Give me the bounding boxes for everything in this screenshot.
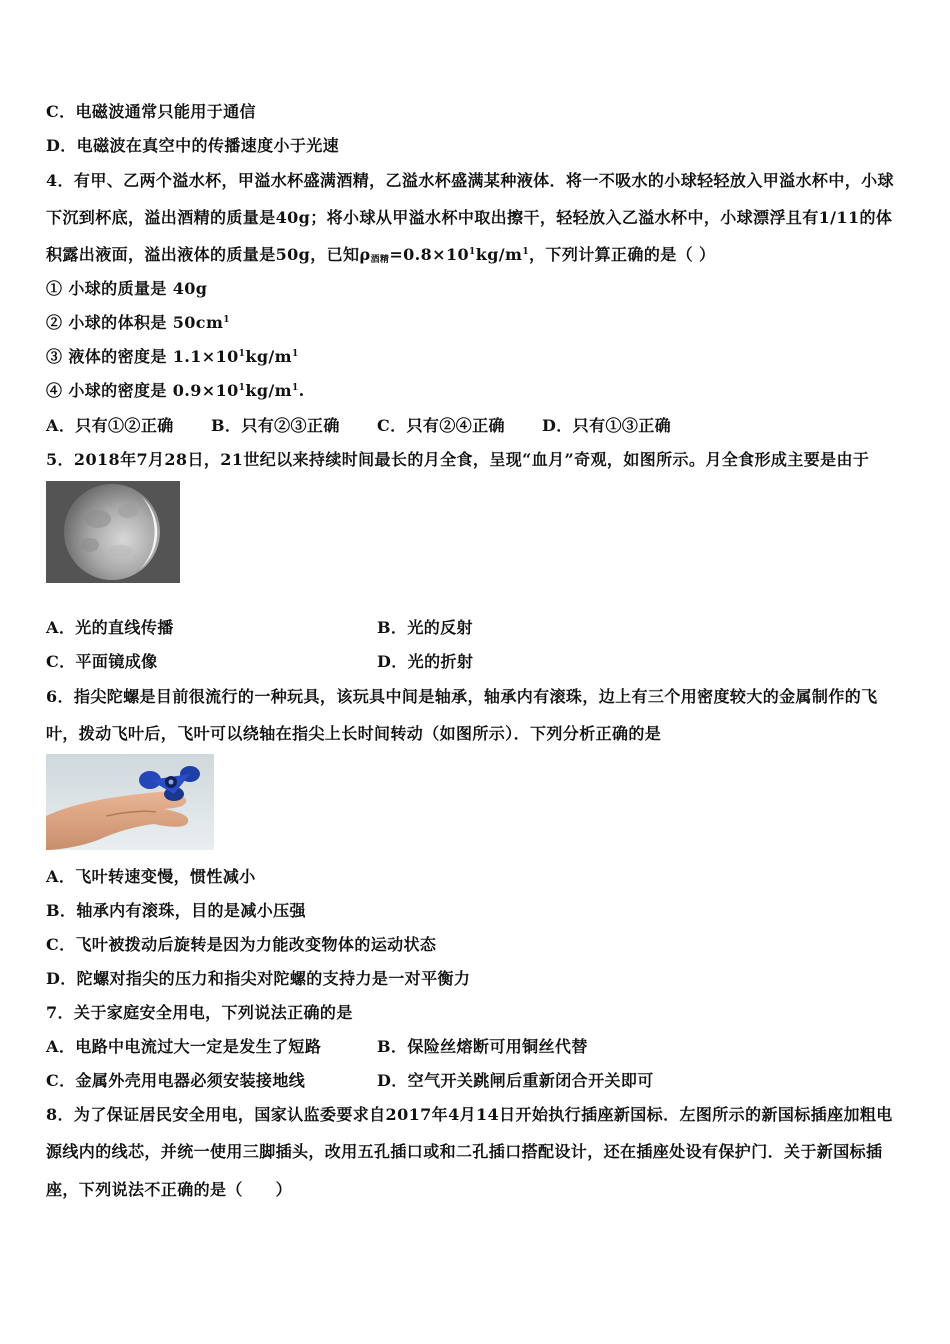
q7-option-a: A．电路中电流过大一定是发生了短路	[46, 1037, 322, 1056]
q5-option-d: D．光的折射	[377, 652, 474, 671]
blood-moon-image	[46, 481, 180, 583]
q4-option-a: A．只有①②正确	[46, 416, 174, 435]
q6-stem-line2: 叶，拨动飞叶后，飞叶可以绕轴在指尖上长时间转动（如图所示）．下列分析正确的是	[46, 724, 662, 743]
q3-option-c: C．电磁波通常只能用于通信	[46, 102, 256, 121]
q7-stem: 7．关于家庭安全用电，下列说法正确的是	[46, 1003, 353, 1022]
q4-statement-3: ③ 液体的密度是 $1.1\times 10^1kg/m^1$	[46, 347, 299, 366]
q4-stem-line3: 积露出液面，溢出液体的质量是50g，已知$\rho_{酒精}=0.8\times 10^1kg/m^1$，下列计算正确的是（ ）	[46, 245, 716, 265]
q7-option-d: D．空气开关跳闸后重新闭合开关即可	[377, 1071, 654, 1090]
q6-option-a: A．飞叶转速变慢，惯性减小	[46, 867, 256, 886]
q8-stem-line2: 源线内的线芯，并统一使用三脚插头，改用五孔插口或和二孔插口搭配设计，还在插座处设有保护门．关于新国标插	[46, 1142, 883, 1161]
q5-option-c: C．平面镜成像	[46, 652, 158, 671]
q5-option-a: A．光的直线传播	[46, 618, 174, 637]
q4-option-b: B．只有②③正确	[211, 416, 340, 435]
q6-option-d: D．陀螺对指尖的压力和指尖对陀螺的支持力是一对平衡力	[46, 969, 471, 988]
q4-stem-line1: 4．有甲、乙两个溢水杯，甲溢水杯盛满酒精，乙溢水杯盛满某种液体．将一不吸水的小球轻轻放入甲溢水杯中，小球	[46, 171, 894, 190]
q8-stem-line1: 8．为了保证居民安全用电，国家认监委要求自2017年4月14日开始执行插座新国标．左图所示的新国标插座加粗电	[46, 1105, 893, 1124]
q4-statement-1: ① 小球的质量是 40g	[46, 279, 208, 298]
q7-option-b: B．保险丝熔断可用铜丝代替	[377, 1037, 588, 1056]
q4-stem-line2: 下沉到杯底，溢出酒精的质量是40g；将小球从甲溢水杯中取出擦干，轻轻放入乙溢水杯中，小球漂浮且有1/11的体	[46, 208, 893, 227]
q4-statement-4: ④ 小球的密度是 $0.9\times 10^1kg/m^1$.	[46, 381, 305, 400]
q4-option-c: C．只有②④正确	[377, 416, 505, 435]
q6-option-b: B．轴承内有滚珠，目的是减小压强	[46, 901, 306, 920]
q4-statement-2: ② 小球的体积是 $50cm^1$	[46, 313, 230, 332]
q3-option-d: D．电磁波在真空中的传播速度小于光速	[46, 136, 340, 155]
q7-option-c: C．金属外壳用电器必须安装接地线	[46, 1071, 306, 1090]
q5-option-b: B．光的反射	[377, 618, 473, 637]
q6-stem-line1: 6．指尖陀螺是目前很流行的一种玩具，该玩具中间是轴承，轴承内有滚珠，边上有三个用密度较大的金属制作的飞	[46, 687, 878, 706]
q4-option-d: D．只有①③正确	[542, 416, 672, 435]
q8-stem-line3: 座，下列说法不正确的是（ ）	[46, 1180, 293, 1199]
q6-option-c: C．飞叶被拨动后旋转是因为力能改变物体的运动状态	[46, 935, 437, 954]
fidget-spinner-image	[46, 754, 214, 850]
q5-stem: 5．2018年7月28日，21世纪以来持续时间最长的月全食，呈现“血月”奇观，如图所示。月全食形成主要是由于	[46, 450, 870, 469]
